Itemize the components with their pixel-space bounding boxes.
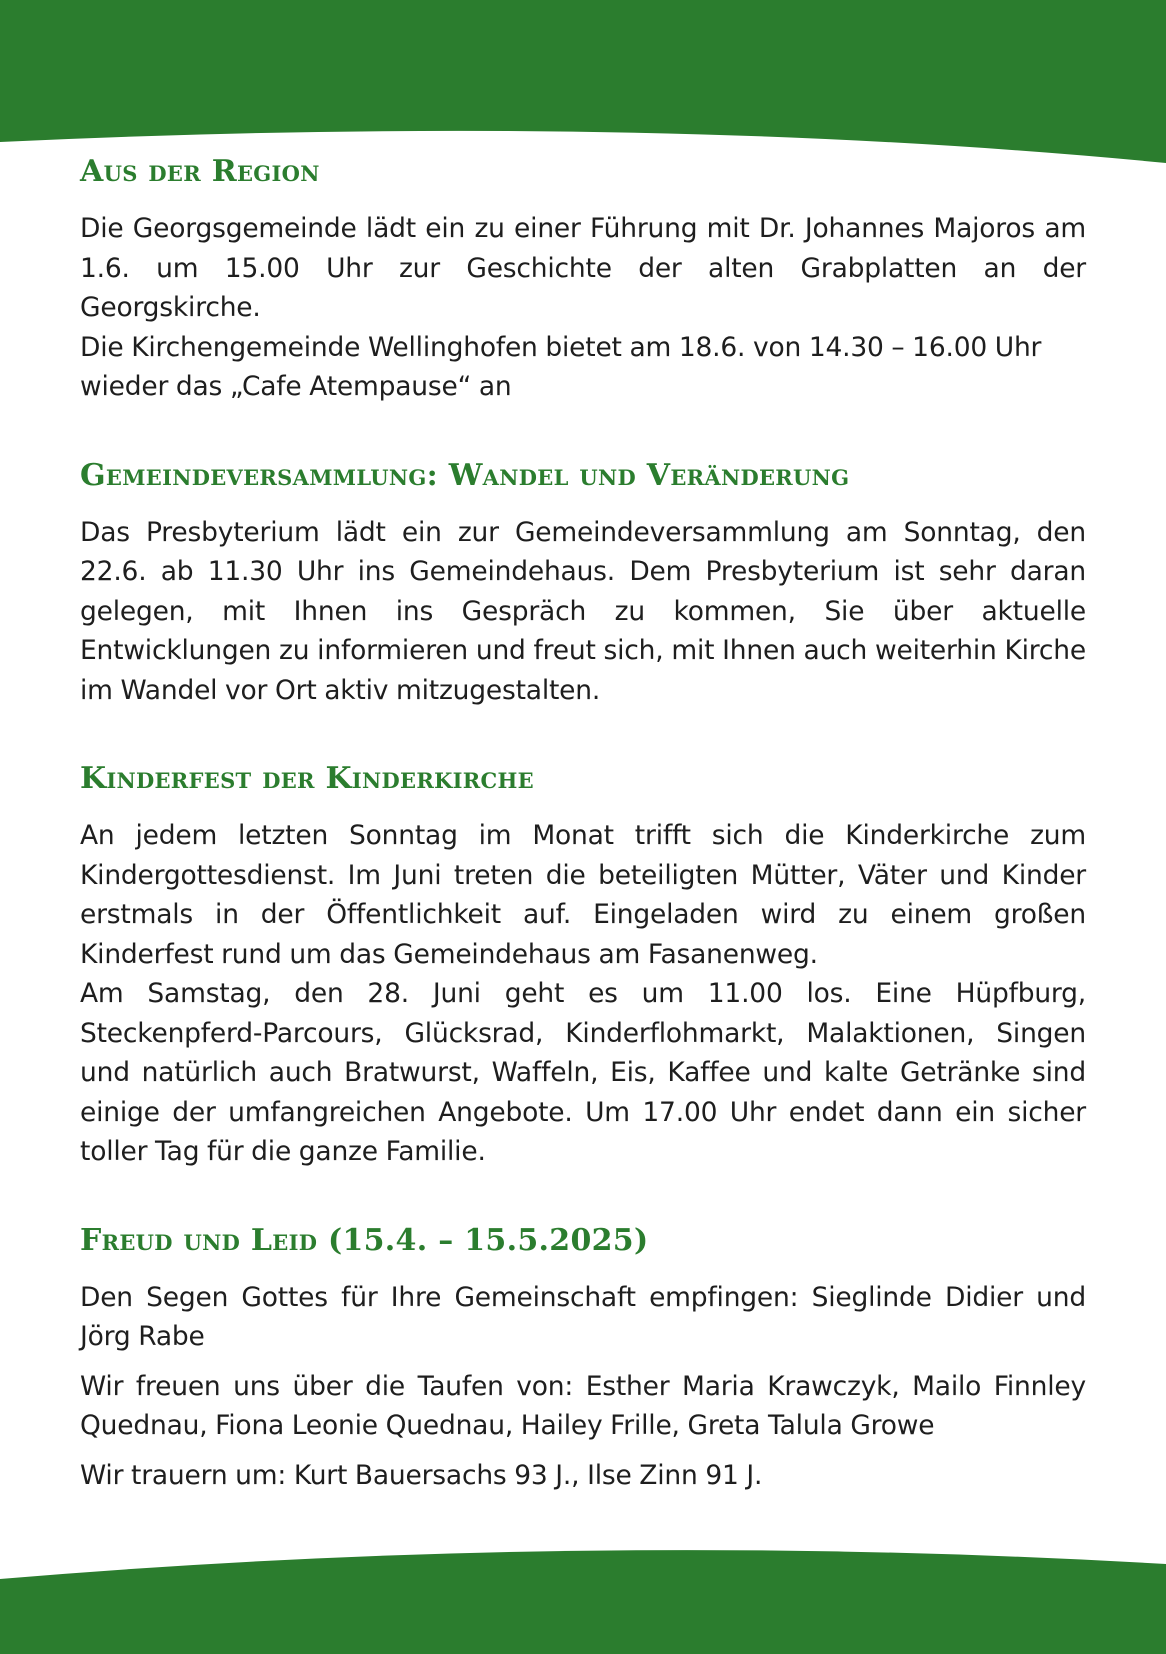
paragraph: Am Samstag, den 28. Juni geht es um 11.00 los. Eine Hüpfburg, Steckenpferd-Parcours, Glücksrad, Kinderflohmarkt, Malaktionen, Singen und natürlich auch Bratwurst, Waffeln, Eis, Kaffee und kalte Getränke sind einige der umfangreichen Angebote. Um 17.00 Uhr endet dann ein sicher toller Tag für die ganze Familie. [80, 978, 1086, 1167]
paragraph: Die Kirchengemeinde Wellinghofen bietet am 18.6. von 14.30 – 16.00 Uhr wieder das „Cafe Atempause“ an [80, 331, 1042, 402]
bottom-green-band [0, 1540, 1166, 1654]
top-green-band [0, 0, 1166, 170]
section-kinderfest [80, 760, 1086, 1172]
paragraph-taufen: Wir freuen uns über die Taufen von: Esther Maria Krawczyk, Mailo Finnley Quednau, Fiona Leonie Quednau, Hailey Frille, Greta Talula Growe [80, 1370, 1086, 1441]
page-content [80, 153, 1086, 1495]
section-heading: Freud und Leid (15.4. – 15.5.2025) [80, 1222, 649, 1258]
section-heading: Kinderfest der Kinderkirche [80, 761, 534, 796]
paragraph-trauer: Wir trauern um: Kurt Bauersachs 93 J., Ilse Zinn 91 J. [80, 1459, 763, 1491]
paragraph-segen: Den Segen Gottes für Ihre Gemeinschaft empfingen: Sieglinde Didier und Jörg Rabe [80, 1281, 1086, 1352]
section-freud-und-leid [80, 1222, 1086, 1496]
paragraph: Die Georgsgemeinde lädt ein zu einer Führung mit Dr. Johannes Majoros am 1.6. um 15.00 Uhr zur Geschichte der alten Grabplatten an der Georgskirche. [80, 213, 1086, 323]
paragraph: An jedem letzten Sonntag im Monat trifft sich die Kinderkirche zum Kindergottesdienst. Im Juni treten die beteiligten Mütter, Väter und Kinder erstmals in der Öffentlichkeit auf. Eingeladen wird zu einem großen Kinderfest rund um das Gemeindehaus am Fasanenweg. [80, 820, 1086, 970]
section-gemeindeversammlung [80, 457, 1086, 711]
paragraph: Das Presbyterium lädt ein zur Gemeindeversammlung am Sonntag, den 22.6. ab 11.30 Uhr ins Gemeindehaus. Dem Presbyterium ist sehr daran gelegen, mit Ihnen ins Gespräch zu kommen, Sie über aktuelle Entwicklungen zu informieren und freut sich, mit Ihnen auch weiterhin Kirche im Wandel vor Ort aktiv mitzugestalten. [80, 516, 1086, 706]
section-heading: Gemeindeversammlung: Wandel und Veränderung [80, 457, 850, 493]
section-heading: Aus der Region [80, 154, 320, 189]
section-aus-der-region [80, 153, 1086, 407]
